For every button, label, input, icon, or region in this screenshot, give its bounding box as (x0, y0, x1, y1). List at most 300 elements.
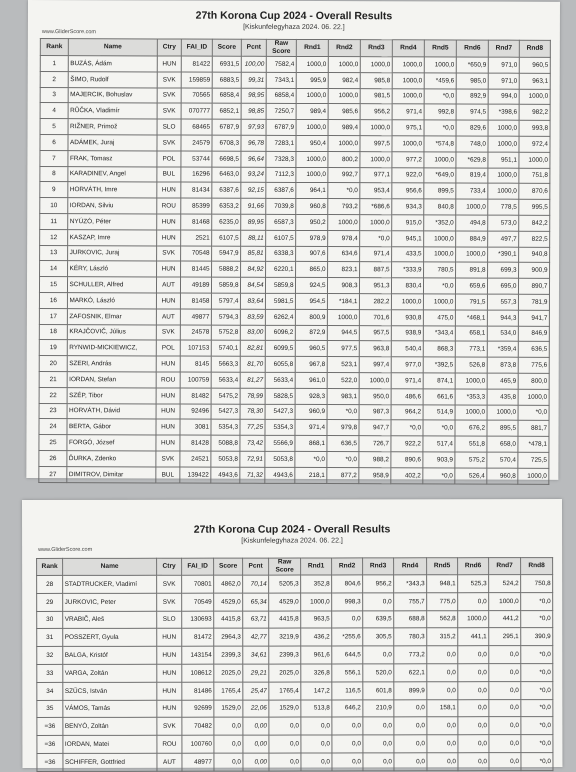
table-cell: SVK (156, 324, 180, 340)
table-cell: 218,1 (295, 467, 327, 483)
table-cell: 945,1 (392, 231, 424, 247)
table-cell: 147,2 (301, 682, 332, 700)
table-cell: 695,0 (487, 278, 518, 294)
table-cell: 73,42 (240, 435, 265, 451)
table-cell: 525,3 (458, 575, 489, 593)
table-cell: 0,0 (489, 681, 521, 699)
table-cell: 658,1 (455, 326, 487, 342)
table-cell: 953,4 (360, 183, 392, 199)
table-cell: 958,9 (359, 467, 391, 483)
table-cell: 1000,0 (455, 405, 487, 421)
table-cell: 5566,9 (265, 435, 295, 451)
table-cell: 1000,0 (488, 120, 519, 136)
table-cell: 6698,5 (212, 151, 241, 167)
table-cell: 974,5 (456, 104, 488, 120)
table-cell: 951,3 (359, 278, 391, 294)
table-cell: 540,4 (391, 341, 423, 357)
table-cell: 800,9 (295, 309, 327, 325)
table-cell: 93,24 (241, 167, 266, 183)
table-cell: 0,0 (269, 717, 301, 735)
table-cell: 1000,0 (360, 151, 392, 167)
table-cell: NYÚZÓ, Péter (68, 214, 157, 230)
table-cell: 0,0 (489, 717, 521, 735)
table-cell: BENYÓ, Zoltán (63, 718, 157, 736)
table-cell: 486,6 (391, 389, 423, 405)
column-header: Ctry (157, 39, 181, 56)
table-row (39, 324, 549, 342)
table-cell: HUN (156, 419, 180, 435)
table-row (40, 87, 550, 105)
table-cell: SVK (157, 72, 181, 88)
table-row (37, 699, 553, 718)
table-cell: 497,7 (488, 231, 519, 247)
table-cell: 5859,8 (265, 277, 295, 293)
table-row (39, 277, 549, 295)
table-cell: 881,7 (518, 421, 549, 437)
table-cell: 20 (39, 356, 67, 372)
table-cell: 907,6 (296, 246, 328, 262)
table-cell: BERTA, Gábor (67, 419, 156, 435)
table-cell: 0,0 (363, 593, 394, 611)
site-label: www.GliderScore.com (41, 29, 97, 36)
table-cell: 31 (37, 629, 63, 647)
table-cell: 995,5 (519, 199, 550, 215)
table-cell: 947,7 (359, 420, 391, 436)
table-cell: 8 (40, 166, 68, 182)
table-cell: HUN (157, 682, 182, 700)
table-cell: 570,4 (487, 452, 518, 468)
table-cell: *0,0 (521, 699, 553, 717)
table-cell: 1000,0 (519, 89, 550, 105)
table-cell: 1000,0 (488, 168, 519, 184)
table-cell: 71,32 (240, 467, 265, 483)
table-cell: 830,4 (391, 278, 423, 294)
column-header: Raw Score (269, 558, 301, 575)
table-cell: 956,2 (360, 104, 392, 120)
table-cell: 34 (37, 682, 63, 700)
table-cell: RŮČKA, Vladimír (68, 103, 157, 119)
table-cell: 1000,0 (423, 294, 455, 310)
table-cell: 1000,0 (424, 246, 456, 262)
table-row (37, 610, 553, 629)
table-cell: 5888,2 (212, 262, 241, 278)
table-row (37, 646, 553, 665)
results-sheet-2 (22, 499, 562, 768)
table-cell: 750,8 (521, 575, 553, 593)
table-cell: *0,0 (423, 468, 455, 484)
table-cell: SVK (156, 451, 180, 467)
table-cell: 890,7 (518, 278, 549, 294)
table-cell: 819,4 (456, 168, 488, 184)
table-cell: 0,0 (363, 753, 394, 771)
table-cell: 7 (40, 150, 68, 166)
table-cell: 32 (37, 647, 63, 665)
table-cell: 5663,3 (211, 356, 240, 372)
table-cell: *0,0 (521, 717, 553, 735)
table-cell: *459,6 (424, 73, 456, 89)
table-cell: 5797,4 (211, 293, 240, 309)
table-cell: 0,0 (458, 735, 489, 753)
table-cell: KARADINEV, Angel (68, 166, 157, 182)
table-cell: 14 (40, 261, 68, 277)
table-cell: 70801 (182, 575, 214, 593)
table-cell: 950,4 (296, 135, 328, 151)
table-cell: 791,5 (455, 294, 487, 310)
table-cell: 1000,0 (391, 294, 423, 310)
table-cell: 92699 (182, 700, 214, 718)
table-cell: 993,8 (519, 120, 550, 136)
table-cell: 5633,4 (265, 372, 295, 388)
table-cell: 562,8 (427, 610, 458, 628)
column-header: Name (63, 558, 157, 575)
table-cell: *184,1 (327, 294, 359, 310)
table-cell: 0,0 (427, 646, 458, 664)
table-cell: 5354,3 (211, 419, 240, 435)
table-cell: 96,64 (241, 151, 266, 167)
table-cell: 868,3 (423, 341, 455, 357)
table-cell: 6858,4 (266, 88, 296, 104)
table-cell: 0,0 (458, 664, 489, 682)
table-cell: SLO (157, 119, 181, 135)
table-row (39, 308, 549, 326)
table-cell: 24579 (181, 135, 212, 151)
table-cell: 100759 (180, 372, 211, 388)
table-cell: 556,1 (332, 664, 363, 682)
table-row (39, 419, 549, 437)
table-cell: 98,95 (241, 88, 266, 104)
table-cell: 971,0 (488, 73, 519, 89)
table-cell: 1000,0 (424, 57, 456, 73)
table-cell: 210,9 (363, 699, 394, 717)
table-cell: 0,0 (332, 717, 363, 735)
table-cell: *0,0 (521, 753, 553, 771)
table-cell: 900,9 (519, 263, 550, 279)
table-cell: 21 (39, 371, 67, 387)
table-cell: *392,5 (423, 357, 455, 373)
table-cell: 1000,0 (328, 88, 360, 104)
table-cell: 17 (39, 308, 67, 324)
table-cell: 971,4 (392, 104, 424, 120)
table-cell: 978,9 (296, 230, 328, 246)
table-cell: 433,5 (392, 246, 424, 262)
table-cell: 0,0 (363, 735, 394, 753)
table-cell: 24521 (180, 451, 211, 467)
table-row (39, 450, 549, 468)
table-cell: 4529,0 (269, 593, 301, 611)
column-header: Rnd8 (519, 40, 550, 57)
table-cell: 971,4 (391, 373, 423, 389)
column-header: Rnd5 (427, 558, 458, 575)
table-cell: 997,5 (360, 136, 392, 152)
table-cell: 639,5 (363, 610, 394, 628)
column-header: Rnd2 (332, 558, 363, 575)
table-cell: 4415,8 (269, 611, 301, 629)
table-cell: 3081 (180, 419, 211, 435)
table-cell: 895,5 (487, 420, 518, 436)
table-cell: 1000,0 (296, 120, 328, 136)
table-cell: 0,0 (214, 753, 243, 771)
column-header: FAI_ID (182, 558, 214, 575)
table-cell: 982,2 (519, 105, 550, 121)
table-cell: 601,8 (363, 682, 394, 700)
table-cell: 96,78 (241, 135, 266, 151)
table-row (40, 103, 550, 121)
table-cell: 0,0 (427, 682, 458, 700)
table-cell: *686,6 (360, 199, 392, 215)
table-cell: 143154 (182, 646, 214, 664)
table-cell: HUN (156, 388, 180, 404)
table-cell: 972,4 (519, 136, 550, 152)
column-header: Rnd6 (458, 558, 489, 575)
sheet-subtitle: [Kiskunfelegyhaza 2024. 06. 22.] (241, 537, 343, 545)
table-cell: 971,0 (488, 57, 519, 73)
table-cell: 622,1 (394, 664, 427, 682)
table-cell: HUN (157, 664, 182, 682)
table-cell: 2399,3 (269, 646, 301, 664)
table-cell: ŠIMO, Rudolf (68, 71, 157, 87)
table-cell: 6338,3 (266, 246, 296, 262)
table-cell: 24 (39, 419, 67, 435)
table-cell: HUN (156, 403, 180, 419)
table-cell: 494,8 (456, 215, 488, 231)
table-cell: *0,0 (328, 183, 360, 199)
table-cell: 8145 (180, 356, 211, 372)
table-cell: IORDAN, Stefan (67, 372, 156, 388)
table-cell: 315,2 (427, 628, 458, 646)
table-cell: 6463,0 (212, 167, 241, 183)
table-cell: ROU (156, 372, 180, 388)
table-cell: 5859,8 (211, 277, 240, 293)
table-cell: 934,3 (392, 199, 424, 215)
table-cell: *0,0 (360, 230, 392, 246)
table-cell: 2025,0 (269, 664, 301, 682)
table-cell: 773,2 (394, 646, 427, 664)
table-cell: 11 (40, 214, 68, 230)
table-cell: 6883,5 (212, 72, 241, 88)
table-cell: 1000,0 (360, 57, 392, 73)
table-cell: 1000,0 (328, 57, 360, 73)
table-cell: SCHULLER, Alfred (67, 277, 156, 293)
table-cell: MARKÓ, László (67, 293, 156, 309)
table-cell: 0,0 (458, 717, 489, 735)
table-cell: 6099,5 (265, 341, 295, 357)
table-cell: 23 (39, 403, 67, 419)
table-cell: 0,0 (214, 735, 243, 753)
table-cell: 551,8 (455, 436, 487, 452)
table-cell: 70,14 (243, 575, 269, 593)
table-cell: *0,0 (424, 88, 456, 104)
table-cell: 1000,0 (328, 215, 360, 231)
table-cell: 0,0 (394, 753, 427, 771)
table-cell: HUN (156, 435, 180, 451)
table-row (40, 150, 550, 168)
table-row (40, 56, 550, 74)
table-cell: 928,3 (295, 388, 327, 404)
table-cell: 646,2 (332, 699, 363, 717)
table-cell: 22 (39, 387, 67, 403)
table-cell: SCHIFFER, Gottfried (63, 753, 157, 771)
table-cell: *0,0 (521, 681, 553, 699)
table-cell: 16 (39, 292, 67, 308)
table-cell: 534,0 (487, 326, 518, 342)
table-cell: 989,4 (296, 104, 328, 120)
table-cell: 1000,0 (518, 389, 549, 405)
table-row (37, 592, 553, 611)
table-cell: *0,0 (424, 120, 456, 136)
table-cell: 634,6 (328, 246, 360, 262)
table-cell: SVK (157, 103, 181, 119)
table-cell: 1000,0 (424, 231, 456, 247)
table-cell: 701,6 (359, 309, 391, 325)
table-cell: 4862,0 (214, 575, 243, 593)
table-cell: *390,1 (488, 247, 519, 263)
sheet-subtitle: [Kiskunfelegyhaza 2024. 06. 22.] (243, 23, 345, 32)
table-cell: *468,1 (455, 310, 487, 326)
table-cell: 899,5 (424, 183, 456, 199)
table-cell: 402,2 (391, 467, 423, 483)
table-cell: HUN (157, 261, 181, 277)
table-cell: 83,64 (240, 293, 265, 309)
column-header: Ctry (157, 558, 182, 575)
table-cell: 924,5 (295, 278, 327, 294)
table-cell: 960,8 (296, 199, 328, 215)
table-cell: 7039,8 (266, 199, 296, 215)
table-cell: 977,1 (360, 167, 392, 183)
table-cell: 6587,3 (266, 214, 296, 230)
table-cell: 793,2 (328, 199, 360, 215)
table-cell: 81445 (181, 261, 212, 277)
table-cell: 49189 (180, 277, 211, 293)
table-cell: 2964,3 (214, 629, 243, 647)
table-cell: 748,0 (456, 136, 488, 152)
table-cell: 636,5 (518, 342, 549, 358)
table-cell: 130693 (182, 611, 214, 629)
table-cell: *0,0 (521, 735, 553, 753)
table-cell: 0,0 (458, 699, 489, 717)
table-cell: 5828,5 (265, 388, 295, 404)
table-cell: BALGA, Kristóf (63, 646, 157, 664)
table-cell: 85399 (181, 198, 212, 214)
table-cell: 2 (40, 71, 68, 87)
column-header: Pcnt (241, 39, 266, 56)
table-cell: 960,5 (295, 341, 327, 357)
table-cell: HUN (157, 700, 182, 718)
table-cell: 0,0 (332, 610, 363, 628)
table-cell: 891,8 (456, 262, 488, 278)
table-cell: 938,9 (391, 325, 423, 341)
table-cell: RYNWID-MICKIEWICZ, (67, 340, 156, 356)
table-cell: 0,0 (489, 699, 521, 717)
table-cell: 5740,1 (211, 340, 240, 356)
table-cell: 659,6 (455, 278, 487, 294)
table-cell: 5427,3 (265, 404, 295, 420)
table-cell: 1000,0 (360, 215, 392, 231)
table-cell: VARGA, Zoltán (63, 664, 157, 682)
table-cell: 100760 (182, 735, 214, 753)
table-cell: 1765,4 (269, 682, 301, 700)
table-cell: *353,3 (455, 389, 487, 405)
table-cell: 68465 (181, 119, 212, 135)
table-cell: 4415,8 (214, 611, 243, 629)
table-cell: 944,3 (487, 310, 518, 326)
table-cell: 81428 (180, 435, 211, 451)
table-cell: 873,8 (487, 357, 518, 373)
table-cell: 1000,0 (455, 373, 487, 389)
table-cell: 0,0 (427, 664, 458, 682)
table-cell: 960,8 (487, 468, 518, 484)
table-cell: 0,0 (301, 753, 332, 771)
table-cell: 107153 (180, 340, 211, 356)
table-cell: 636,5 (327, 436, 359, 452)
table-cell: IORDAN, Matei (63, 735, 157, 753)
table-cell: 887,5 (360, 262, 392, 278)
table-row (39, 435, 549, 453)
table-cell: VRABIČ, Aleš (63, 611, 157, 629)
table-cell: AUT (156, 309, 180, 325)
table-cell: 0,0 (489, 735, 521, 753)
table-cell: 83,00 (240, 325, 265, 341)
table-cell: 1000,0 (456, 247, 488, 263)
table-cell: 5053,8 (265, 451, 295, 467)
table-cell: 0,0 (489, 753, 521, 771)
table-cell: 517,4 (423, 436, 455, 452)
table-cell: 800,2 (328, 151, 360, 167)
table-cell: 91,66 (241, 198, 266, 214)
table-cell: 72,91 (240, 451, 265, 467)
table-cell: 1000,0 (296, 151, 328, 167)
table-cell: ZAFOSNIK, Elmar (67, 308, 156, 324)
table-cell: 1000,0 (359, 373, 391, 389)
table-cell: 78,99 (240, 388, 265, 404)
table-cell: BUL (156, 467, 180, 483)
table-cell: 12 (40, 229, 68, 245)
table-cell: 822,5 (519, 231, 550, 247)
table-cell: *0,0 (295, 451, 327, 467)
table-cell: 985,0 (456, 73, 488, 89)
table-row (40, 198, 550, 216)
table-cell: 65,34 (243, 593, 269, 611)
table-cell: 995,9 (296, 72, 328, 88)
table-cell: *0,0 (518, 405, 549, 421)
table-cell: ROU (157, 735, 182, 753)
table-cell: 575,2 (455, 452, 487, 468)
table-cell: 961,0 (295, 372, 327, 388)
table-cell: 5794,3 (211, 309, 240, 325)
table-cell: 0,0 (458, 753, 489, 771)
table-cell: *0,0 (521, 592, 553, 610)
table-cell: 846,9 (518, 326, 549, 342)
table-cell: *359,4 (487, 341, 518, 357)
table-cell: ĎURKA, Zdenko (67, 451, 156, 467)
table-cell: 985,8 (360, 72, 392, 88)
table-cell: 070777 (181, 103, 212, 119)
table-cell: 6107,5 (212, 230, 241, 246)
table-cell: 282,2 (359, 294, 391, 310)
table-cell: AUT (157, 753, 182, 771)
table-cell: =36 (37, 736, 63, 754)
table-cell: 78,30 (240, 404, 265, 420)
table-row (40, 229, 550, 247)
table-cell: 956,6 (392, 183, 424, 199)
table-cell: 804,6 (332, 575, 363, 593)
table-cell: *0,0 (423, 420, 455, 436)
table-cell: 726,7 (359, 436, 391, 452)
table-cell: 81458 (180, 293, 211, 309)
column-header: Rnd6 (456, 40, 488, 57)
table-cell: 3219,9 (269, 628, 301, 646)
table-cell: POL (156, 340, 180, 356)
table-cell: 1529,0 (214, 700, 243, 718)
